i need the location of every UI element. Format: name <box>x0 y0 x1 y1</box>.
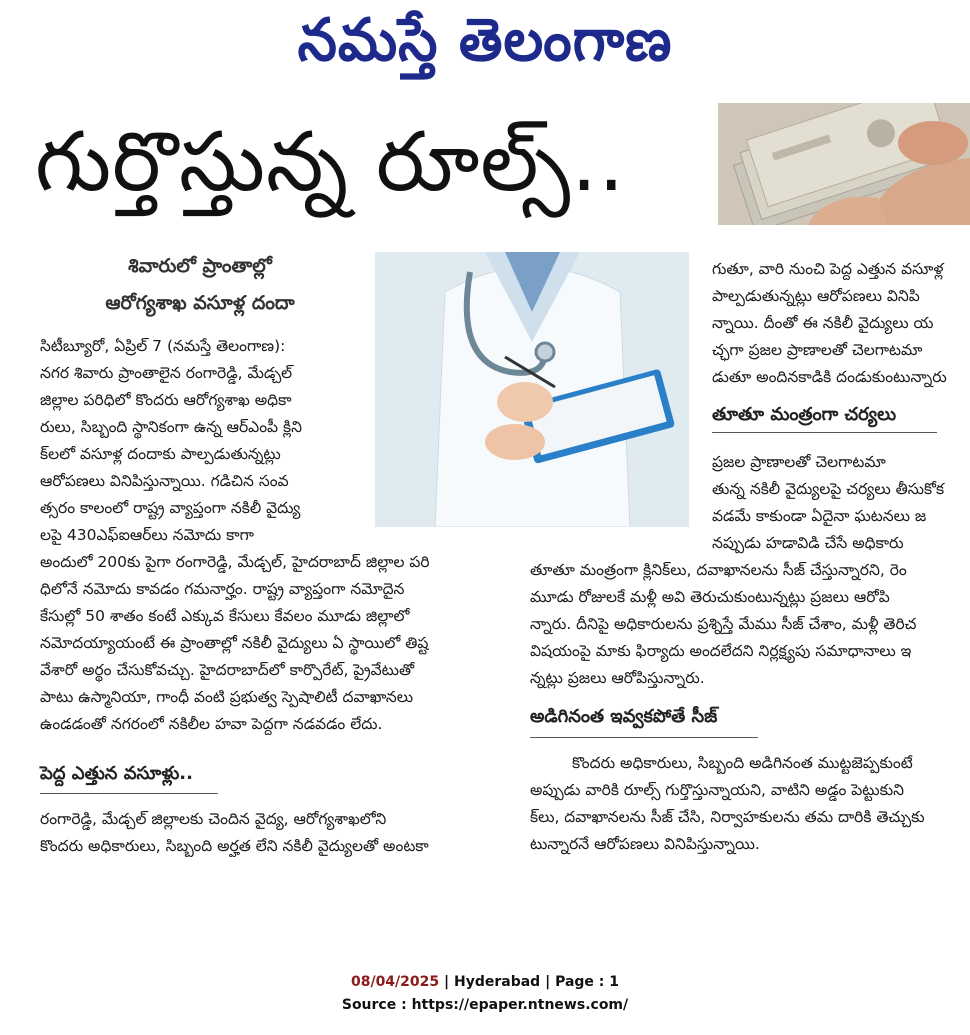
right-section1-narrow <box>712 449 970 557</box>
text-line: టున్నారనే ఆరోపణలు వినిపిస్తున్నాయి. <box>530 835 760 853</box>
text-line: రంగారెడ్డి, మేడ్చల్ జిల్లాలకు చెందిన వైద్య, ఆరోగ్యశాఖలోని <box>40 810 387 828</box>
subheading-1: శివారులో ప్రాంతాల్లో <box>128 255 272 277</box>
text-line: కేసుల్లో 50 శాతం కంటే ఎక్కువ కేసులు కేవలం మూడు జిల్లాలో <box>40 607 410 625</box>
text-line: క్‌లు, దవాఖానలను సీజ్ చేసి, నిర్వాహకులను తమ దారికి తెచ్చుకు <box>530 808 925 826</box>
footer-date: 08/04/2025 <box>350 974 440 990</box>
text-line: న్నారు. దీనిపై అధికారులను ప్రశ్నిస్తే మేము సీజ్ చేశాం, మళ్లీ తెరిచ <box>530 615 917 633</box>
left-column-wide <box>40 549 500 738</box>
text-line: వడమే కాకుండా ఏదైనా ఘటనలు జ <box>712 507 927 525</box>
money-photo <box>718 103 970 225</box>
left-section-body <box>40 806 500 860</box>
text-line: డుతూ అందినకాడికి దండుకుంటున్నారు <box>712 368 947 386</box>
text-line: గుతూ, వారి నుంచి పెద్ద ఎత్తున వసూళ్ల <box>712 260 944 278</box>
section-heading-seize: అడిగినంత ఇవ్వకపోతే సీజ్ <box>530 706 718 727</box>
text-line: పాటు ఉస్మానియా, గాంధీ వంటి ప్రభుత్వ స్పెషాలిటీ దవాఖానలు <box>40 688 414 706</box>
text-line: ఉండడంతో నగరంలో నకిలీల హవా పెద్దగా నడవడం లేదు. <box>40 715 383 733</box>
text-line: న్నట్లు ప్రజలు ఆరోపిస్తున్నారు. <box>530 669 705 687</box>
right-section2-body <box>530 750 970 858</box>
section-heading-actions: తూతూ మంత్రంగా చర్యలు <box>712 404 897 425</box>
footer-page: Page : 1 <box>555 974 620 990</box>
text-line: మూడు రోజులకే మళ్లీ అవి తెరుచుకుంటున్నట్లు ప్రజలు ఆరోపి <box>530 588 890 606</box>
text-line: తున్న నకిలీ వైద్యులపై చర్యలు తీసుకోక <box>712 480 945 498</box>
section-heading-collections: పెద్ద ఎత్తున వసూళ్లు.. <box>40 763 193 784</box>
text-line: లపై 430ఎఫ్ఐఆర్‌లు నమోదు కాగా <box>40 526 254 544</box>
text-line: న్నాయి. దీంతో ఈ నకిలీ వైద్యులు య <box>712 314 934 332</box>
subheading-2: ఆరోగ్యశాఖ వసూళ్ల దందా <box>105 292 295 314</box>
text-line: త్సరం కాలంలో రాష్ట్ర వ్యాప్తంగా నకిలీ వైద్యు <box>40 499 301 517</box>
text-line: నమోదయ్యాయంటే ఈ ప్రాంతాల్లో నకిలీ వైద్యులు ఏ స్థాయిలో తిష్ట <box>40 634 429 652</box>
masthead-logo <box>0 2 970 80</box>
text-line: వేశారో అర్థం చేసుకోవచ్చు. హైదరాబాద్‌లో కార్పొరేట్, ప్రైవేటుతో <box>40 661 415 679</box>
text-line: కొందరు అధికారులు, సిబ్బంది అర్హత లేని నకిలీ వైద్యులతో అంటకా <box>40 837 429 855</box>
text-line: తూతూ మంత్రంగా క్లినిక్‌లు, దవాఖానలను సీజ్ చేస్తున్నారని, రెం <box>530 561 907 579</box>
doctor-photo <box>375 252 689 527</box>
section-divider <box>40 793 218 794</box>
text-line: జిల్లాల పరిధిలో కొందరు ఆరోగ్యశాఖ అధికా <box>40 391 292 409</box>
right-column-top <box>712 256 970 391</box>
headline-text: గుర్తొస్తున్న రూల్స్.. <box>35 115 626 210</box>
footer-location: Hyderabad <box>454 974 541 990</box>
text-line: నప్పుడు హడావిడి చేసే అధికారు <box>712 534 904 552</box>
section-divider <box>712 432 937 433</box>
text-line: కొందరు అధికారులు, సిబ్బంది అడిగినంత ముట్టజెప్పకుంటే <box>572 754 913 772</box>
text-line: చ్ఛగా ప్రజల ప్రాణాలతో చెలగాటమా <box>712 341 923 359</box>
text-line: విషయంపై మాకు ఫిర్యాదు అందలేదని నిర్లక్ష్యపు సమాధానాలు ఇ <box>530 642 912 660</box>
left-column-narrow <box>40 333 370 549</box>
text-line: రులు, సిబ్బంది స్థానికంగా ఉన్న ఆర్ఎంపీ క్లిని <box>40 418 302 436</box>
text-line: పాల్పడుతున్నట్లు ఆరోపణలు వినిపి <box>712 287 920 305</box>
masthead-title: నమస్తే తెలంగాణ <box>297 6 673 75</box>
text-line: ప్రజల ప్రాణాలతో చెలగాటమా <box>712 453 886 471</box>
right-section1-wide <box>530 557 970 692</box>
text-line: ధిలోనే నమోదు కావడం గమనార్హం. రాష్ట్ర వ్యాప్తంగా నమోదైన <box>40 580 405 598</box>
footer-source: Source : https://epaper.ntnews.com/ <box>341 997 629 1013</box>
text-line: ఆరోపణలు వినిపిస్తున్నాయి. గడిచిన సంవ <box>40 472 289 490</box>
text-line: క్‌లలో వసూళ్ల దందాకు పాల్పడుతున్నట్లు <box>40 445 281 463</box>
section-divider <box>530 737 758 738</box>
text-line: నగర శివారు ప్రాంతాలైన రంగారెడ్డి, మేడ్చల్ <box>40 364 293 382</box>
footer-meta: 08/04/2025 | Hyderabad | Page : 1 <box>350 974 620 990</box>
text-line: అందులో 200కు పైగా రంగారెడ్డి, మేడ్చల్, హైదరాబాద్ జిల్లాల పరి <box>40 553 430 571</box>
headline <box>35 100 715 225</box>
text-line: అప్పుడు వారికి రూల్స్ గుర్తొస్తున్నాయని, వాటిని అడ్డం పెట్టుకుని <box>530 781 904 799</box>
text-line: సిటీబ్యూరో, ఏప్రిల్ 7 (నమస్తే తెలంగాణ): <box>40 337 286 355</box>
